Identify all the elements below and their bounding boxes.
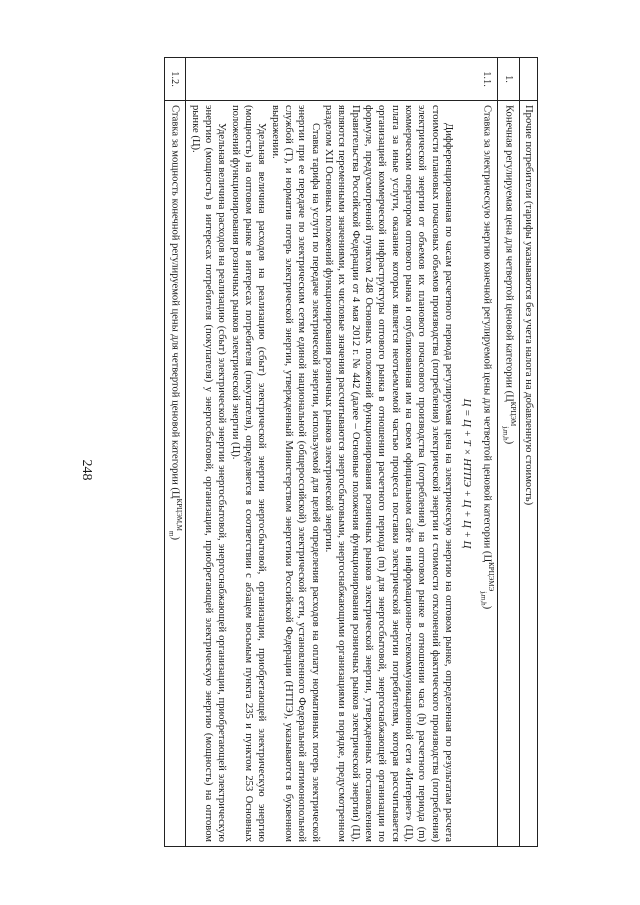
row-label-tail: ) bbox=[503, 440, 515, 445]
tariff-table bbox=[164, 57, 538, 847]
row-label: Ставка за электрическую энергию конечной регулируемой цены для четвертой ценовой категории (Ц bbox=[481, 105, 493, 563]
table-row bbox=[519, 58, 537, 847]
paragraph: Удельная величина расходов на реализацию (сбыт) электрической энергии энергосбытовой, организации, приобретающей электрическую энергию (мощность) на оптовом рынке в интересах потребителя (покупателя), определяется в соответствии с абзацем восьмым пункта 235 и пунктом 253 Основных положений функционирования розничных рынков электрической энергии (Ц). bbox=[229, 105, 268, 842]
table-row bbox=[164, 58, 185, 847]
row-number: 1. bbox=[498, 58, 519, 101]
row-text bbox=[164, 101, 185, 847]
row-text bbox=[498, 101, 519, 847]
row-label-tail: ) bbox=[481, 605, 493, 610]
row-text bbox=[186, 101, 498, 847]
paragraph: Удельная величина расходов на реализацию (сбыт) электрической энергии энергосбытовой, энергоснабжающей организации, приобретающей электрическую энергию (мощность) в интересах потребителя (покупателя) у энергосбытовой, организации, приобретающей электрическую энергию (мощность) на оптовом рынке (Ц). bbox=[189, 105, 228, 842]
paragraph: Дифференцированная по часам расчетного периода регулируемая цена на электрическую энергию на оптовом рынке, определенная по результатам расчета стоимости плановых почасовых объемов производства (потребления) электрической энергии и стоимости отклонений фактического производства (потребления) электрической энергии от объемов их планового почасового производства (потребления) на оптовом рынке в отношении часа (h) расчетного периода (m) коммерческим оператором оптового рынка и опубликованная им на своем официальном сайте в информационно-телекоммуникационной сети «Интернет» (Ц), плата за иные услуги, оказание которых является неотъемлемой частью процесса поставки электрической энергии потребителям, которая рассчитывается организацией коммерческой инфраструктуры оптового рынка в отношении расчетного периода (m) для энергосбытовой, энергоснабжающей организации по формуле, предусмотренной пунктом 248 Основных положений функционирования розничных рынков электрической энергии, утвержденных постановлением Правительства Российской Федерации от 4 мая 2012 г. № 442 (далее – Основные положения функционирования розничных рынков электрической энергии) (Ц), являются переменными значениями, их числовые значения рассчитываются энергосбытовыми, энергоснабжающими организациями в порядке, предусмотренном разделом XII Основных положений функционирования розничных рынков электрической энергии. bbox=[323, 105, 455, 842]
row-text: Прочие потребители (тарифы указываются без учета налога на добавленную стоимость) bbox=[519, 101, 537, 847]
row-number bbox=[519, 58, 537, 101]
row-number: 1.1. bbox=[186, 58, 498, 101]
paragraph: Ставка тарифа на услуги по передаче электрической энергии, используемой для целей определения расходов на оплату нормативных потерь электрической энергии при ее передаче по электрическим сетям единой национальной (общероссийской) электрической сети, установленного Федеральной антимонопольной службой (Т), и норматив потерь электрической энергии, утвержденный Министерством энергетики Российской Федерации (НТПЭ), указываются в буквенном выражении. bbox=[269, 105, 321, 842]
symbol-subscript: j,m,h bbox=[479, 591, 488, 606]
row-label: Ставка за мощность конечной регулируемой цены для четвертой ценовой категории (Ц bbox=[169, 105, 181, 499]
table-row bbox=[186, 58, 498, 847]
page-number: 248 bbox=[79, 459, 94, 481]
row-number: 1.2. bbox=[164, 58, 185, 101]
row-label: Конечная регулируемая цена для четвертой ценовой категории (Ц bbox=[503, 105, 515, 402]
symbol-superscript: КРЦЭМ bbox=[508, 401, 517, 427]
row-label-tail: ) bbox=[169, 536, 181, 541]
symbol-subscript: m bbox=[167, 531, 176, 537]
symbol-superscript: КРЦЭМЭ bbox=[487, 562, 496, 592]
tariff-table-frame bbox=[98, 57, 538, 847]
symbol-subscript: j,m,h bbox=[501, 426, 510, 441]
price-formula: Ц = Ц + Т × НТПЭ + Ц + Ц + Ц bbox=[460, 398, 473, 549]
symbol-superscript: КРЦЭМ,М bbox=[175, 498, 184, 532]
table-row bbox=[498, 58, 519, 847]
